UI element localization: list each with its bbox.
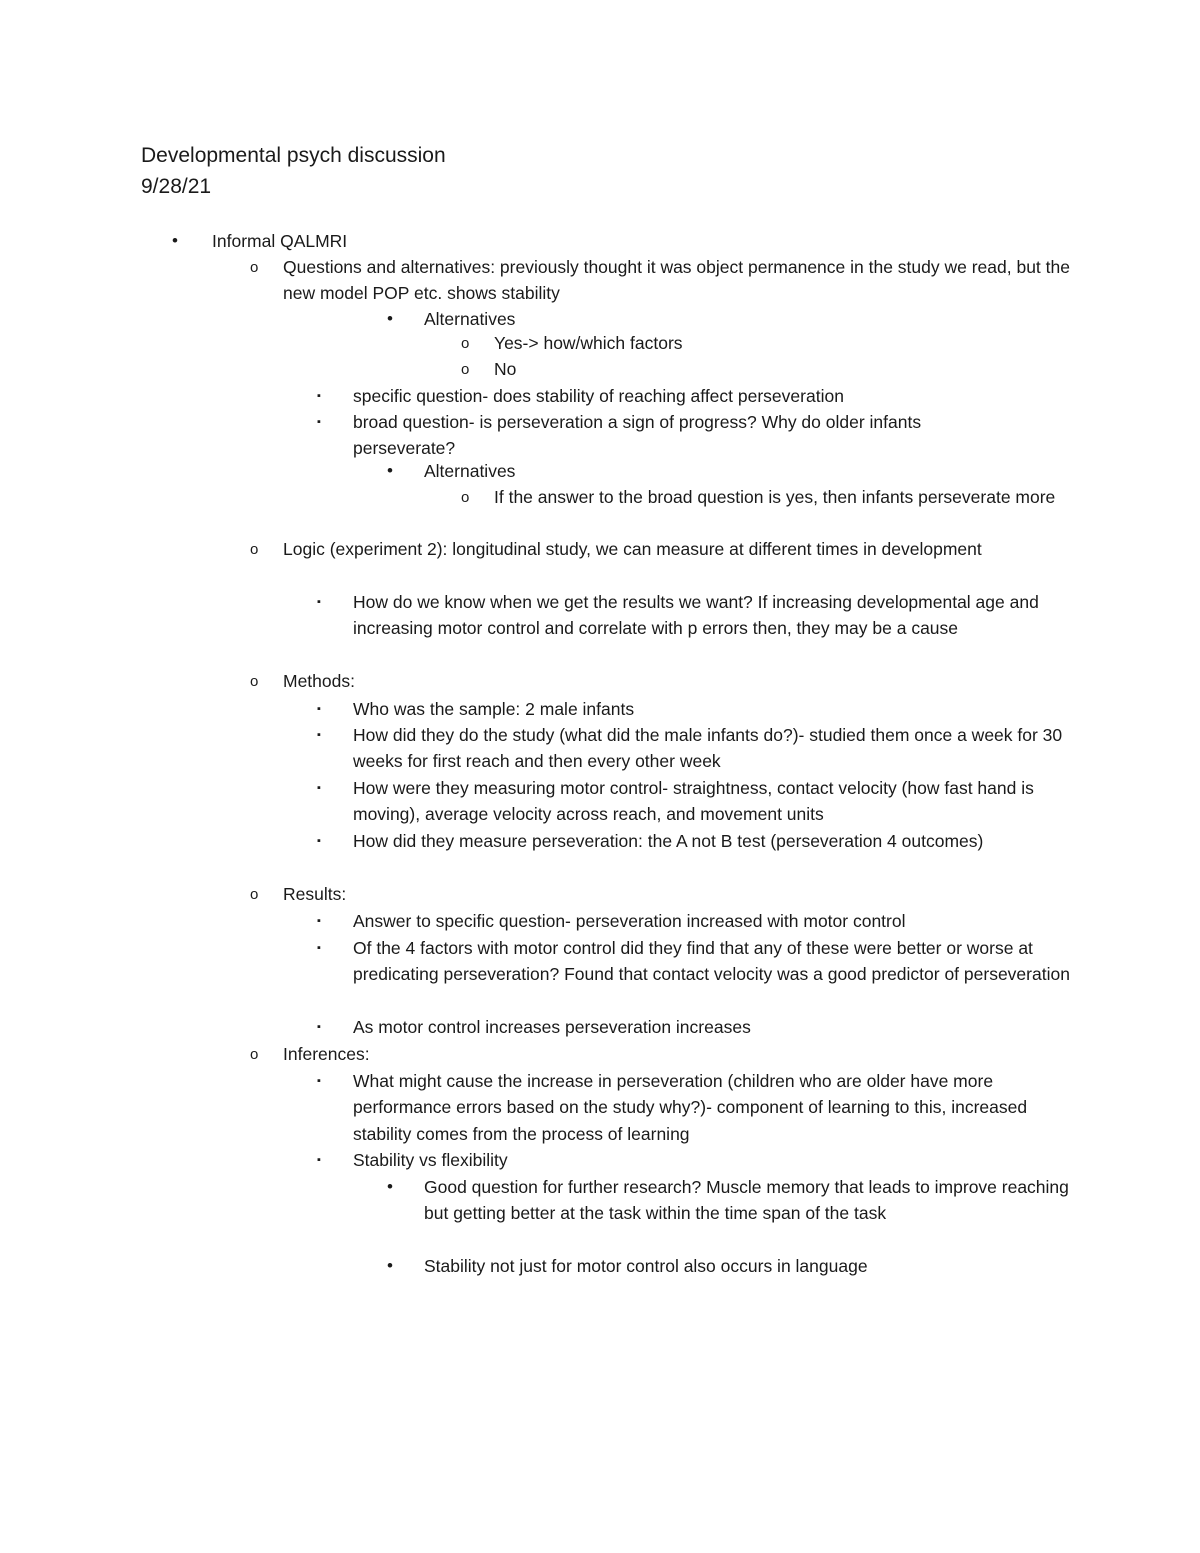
list-item: No (494, 359, 517, 379)
list-item: Informal QALMRI (212, 231, 348, 251)
list-item: Good question for further research? Muscle memory that leads to improve reaching but getting better at the task within the time span of the task (424, 1177, 1069, 1224)
square-bullet-icon: ▪ (317, 596, 321, 608)
circle-bullet-icon: o (250, 541, 259, 558)
list-item: What might cause the increase in perseveration (children who are older have more performance errors based on the study why?)- component of learning to this, increased stability comes from the process of learning (353, 1071, 1028, 1144)
disc-bullet-icon: • (387, 309, 393, 328)
list-item: Of the 4 factors with motor control did they find that any of these were better or worse at predicating perseveration? Found that contact velocity was a good predictor of perseveration (353, 938, 1070, 985)
list-item: How did they do the study (what did the male infants do?)- studied them once a week for 30 weeks for first reach and then every other week (353, 725, 1063, 772)
square-bullet-icon: ▪ (317, 942, 321, 954)
list-item: How do we know when we get the results we want? If increasing developmental age and increasing motor control and correlate with p errors then, they may be a cause (353, 592, 1039, 639)
list-item: Answer to specific question- perseveration increased with motor control (353, 911, 906, 931)
square-bullet-icon: ▪ (317, 729, 321, 741)
circle-bullet-icon: o (250, 673, 259, 690)
list-item: Logic (experiment 2): longitudinal study, we can measure at different times in development (283, 539, 982, 559)
square-bullet-icon: ▪ (317, 782, 321, 794)
list-item: How did they measure perseveration: the A not B test (perseveration 4 outcomes) (353, 831, 984, 851)
disc-bullet-icon: • (387, 1256, 393, 1275)
square-bullet-icon: ▪ (317, 1021, 321, 1033)
square-bullet-icon: ▪ (317, 835, 321, 847)
square-bullet-icon: ▪ (317, 1075, 321, 1087)
list-item: How were they measuring motor control- straightness, contact velocity (how fast hand is moving), average velocity across reach, and movement units (353, 778, 1034, 825)
square-bullet-icon: ▪ (317, 390, 321, 402)
list-item: As motor control increases perseveration increases (353, 1017, 751, 1037)
list-item: specific question- does stability of reaching affect perseveration (353, 386, 844, 406)
disc-bullet-icon: • (387, 1177, 393, 1196)
list-item: Methods: (283, 671, 355, 691)
document-title: Developmental psych discussion (141, 144, 446, 167)
square-bullet-icon: ▪ (317, 703, 321, 715)
list-item: Alternatives (424, 461, 516, 481)
square-bullet-icon: ▪ (317, 1154, 321, 1166)
list-item: Stability not just for motor control also occurs in language (424, 1256, 868, 1276)
list-item: Alternatives (424, 309, 516, 329)
square-bullet-icon: ▪ (317, 915, 321, 927)
circle-bullet-icon: o (250, 1046, 259, 1063)
circle-bullet-icon: o (250, 259, 259, 276)
circle-bullet-icon: o (461, 361, 470, 378)
list-item: Yes-> how/which factors (494, 333, 683, 353)
list-item: Questions and alternatives: previously thought it was object permanence in the study we read, but the new model POP etc. shows stability (283, 257, 1070, 304)
list-item: Stability vs flexibility (353, 1150, 508, 1170)
list-item: broad question- is perseveration a sign of progress? Why do older infants perseverate? (353, 412, 922, 459)
disc-bullet-icon: • (387, 461, 393, 480)
document-date: 9/28/21 (141, 175, 212, 198)
title-block (141, 140, 446, 202)
disc-bullet-icon: • (172, 231, 178, 250)
square-bullet-icon: ▪ (317, 416, 321, 428)
list-item: Results: (283, 884, 347, 904)
list-item: Who was the sample: 2 male infants (353, 699, 635, 719)
circle-bullet-icon: o (250, 886, 259, 903)
list-item: Inferences: (283, 1044, 370, 1064)
list-item: If the answer to the broad question is yes, then infants perseverate more (494, 487, 1056, 507)
circle-bullet-icon: o (461, 489, 470, 506)
circle-bullet-icon: o (461, 335, 470, 352)
